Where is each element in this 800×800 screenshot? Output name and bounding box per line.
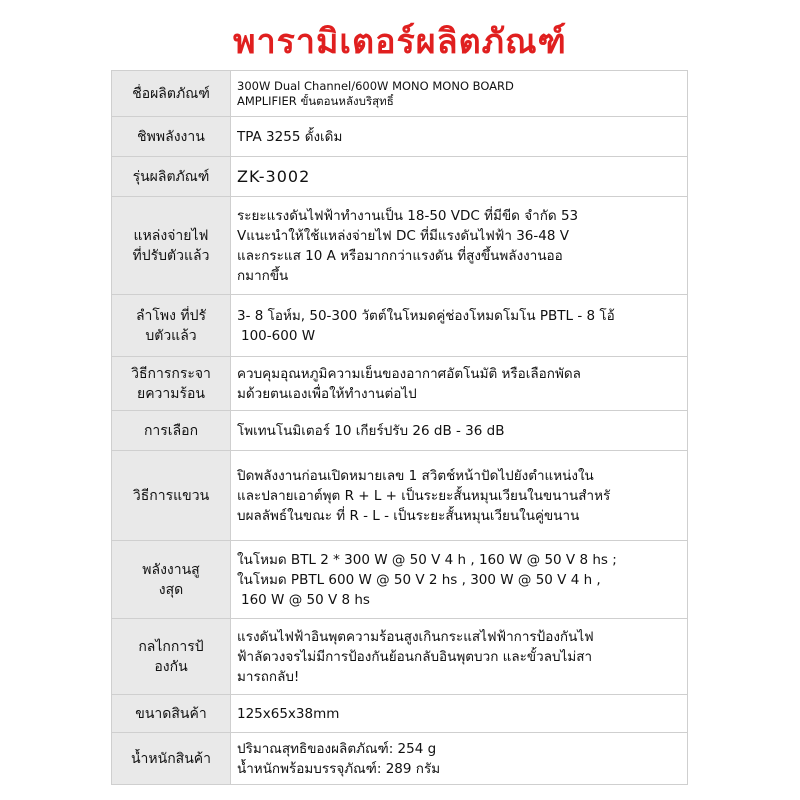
row-label bbox=[112, 733, 231, 785]
value-line: AMPLIFIER ขั้นตอนหลังบริสุทธิ์ bbox=[237, 93, 394, 108]
row-value bbox=[231, 71, 688, 117]
value-line: ในโหมด BTL 2 * 300 W @ 50 V 4 h , 160 W @ 50 V 8 hs ; bbox=[237, 551, 617, 568]
value-line: TPA 3255 ดั้งเดิม bbox=[237, 128, 343, 145]
label-line: บตัวแล้ว bbox=[145, 327, 197, 344]
spec-table bbox=[111, 70, 688, 785]
label-line: ชื่อผลิตภัณฑ์ bbox=[132, 85, 210, 102]
row-label bbox=[112, 71, 231, 117]
label-line: งสุด bbox=[158, 581, 184, 598]
row-label bbox=[112, 619, 231, 695]
row-label bbox=[112, 695, 231, 733]
value-line: และกระแส 10 A หรือมากกว่าแรงดัน ที่สูงขึ้นพลังงานออ bbox=[237, 247, 563, 264]
label-line: ชิพพลังงาน bbox=[137, 128, 205, 145]
table-row bbox=[112, 157, 688, 197]
table-row bbox=[112, 71, 688, 117]
label-line: รุ่นผลิตภัณฑ์ bbox=[132, 168, 210, 185]
row-label bbox=[112, 411, 231, 451]
row-value bbox=[231, 295, 688, 357]
label-line: องกัน bbox=[154, 658, 188, 675]
value-line: ควบคุมอุณหภูมิความเย็นของอากาศอัตโนมัติ หรือเลือกพัดล bbox=[237, 365, 581, 382]
value-line: ZK-3002 bbox=[237, 166, 311, 186]
value-line: น้ำหนักพร้อมบรรจุภัณฑ์: 289 กรัม bbox=[237, 760, 441, 777]
table-row bbox=[112, 295, 688, 357]
value-line: 160 W @ 50 V 8 hs bbox=[241, 591, 370, 608]
row-value bbox=[231, 157, 688, 197]
row-label bbox=[112, 197, 231, 295]
label-line: วิธีการแขวน bbox=[132, 487, 210, 504]
row-value bbox=[231, 411, 688, 451]
row-value bbox=[231, 619, 688, 695]
table-row bbox=[112, 695, 688, 733]
row-label bbox=[112, 541, 231, 619]
value-line: 125x65x38mm bbox=[237, 705, 340, 722]
row-value bbox=[231, 733, 688, 785]
label-line: ขนาดสินค้า bbox=[135, 705, 207, 722]
value-line: ปริมาณสุทธิของผลิตภัณฑ์: 254 g bbox=[237, 740, 437, 757]
row-value bbox=[231, 451, 688, 541]
label-line: พลังงานสู bbox=[142, 561, 200, 578]
label-line: น้ำหนักสินค้า bbox=[130, 750, 212, 767]
page-title: พารามิเตอร์ผลิตภัณฑ์ bbox=[233, 22, 567, 62]
row-label bbox=[112, 295, 231, 357]
label-line: การเลือก bbox=[143, 422, 199, 439]
table-row bbox=[112, 117, 688, 157]
value-line: ระยะแรงดันไฟฟ้าทำงานเป็น 18-50 VDC ที่มีขีด จำกัด 53 bbox=[237, 207, 579, 224]
table-row bbox=[112, 541, 688, 619]
row-label bbox=[112, 451, 231, 541]
value-line: บผลลัพธ์ในขณะ ที่ R - L - เป็นระยะสั้นหมุนเวียนในคู่ขนาน bbox=[237, 507, 580, 524]
label-line: กลไกการป้ bbox=[138, 638, 204, 655]
label-line: ลำโพง ที่ปรั bbox=[135, 307, 207, 324]
row-label bbox=[112, 357, 231, 411]
row-label bbox=[112, 117, 231, 157]
table-row bbox=[112, 411, 688, 451]
value-line: แรงดันไฟฟ้าอินพุตความร้อนสูงเกินกระแสไฟฟ้าการป้องกันไฟ bbox=[237, 628, 594, 645]
row-label bbox=[112, 157, 231, 197]
table-row bbox=[112, 619, 688, 695]
value-line: 3- 8 โอห์ม, 50-300 วัตต์ในโหมดคู่ช่องโหมดโมโน PBTL - 8 โอ้ bbox=[237, 307, 615, 324]
value-line: 100-600 W bbox=[241, 327, 316, 344]
label-line: แหล่งจ่ายไฟ bbox=[133, 227, 209, 244]
value-line: 300W Dual Channel/600W MONO MONO BOARD bbox=[237, 78, 514, 93]
value-line: มารถกลับ! bbox=[237, 668, 300, 685]
row-value bbox=[231, 695, 688, 733]
row-value bbox=[231, 357, 688, 411]
row-value bbox=[231, 541, 688, 619]
value-line: ฟ้าลัดวงจรไม่มีการป้องกันย้อนกลับอินพุตบวก และขั้วลบไม่สา bbox=[237, 648, 593, 665]
label-line: วิธีการกระจา bbox=[131, 365, 211, 382]
table-row bbox=[112, 733, 688, 785]
value-line: และปลายเอาต์พุต R + L + เป็นระยะสั้นหมุนเวียนในขนานสำหรั bbox=[237, 487, 611, 504]
row-value bbox=[231, 197, 688, 295]
value-line: Vแนะนำให้ใช้แหล่งจ่ายไฟ DC ที่มีแรงดันไฟฟ้า 36-48 V bbox=[237, 227, 569, 244]
value-line: กมากขึ้น bbox=[237, 267, 289, 284]
table-row bbox=[112, 357, 688, 411]
value-line: ปิดพลังงานก่อนเปิดหมายเลข 1 สวิตช์หน้าปัดไปยังตำแหน่งใน bbox=[237, 467, 594, 484]
row-value bbox=[231, 117, 688, 157]
label-line: ที่ปรับตัวแล้ว bbox=[132, 247, 210, 264]
label-line: ยความร้อน bbox=[136, 385, 206, 402]
value-line: มด้วยตนเองเพื่อให้ทำงานต่อไป bbox=[237, 385, 417, 402]
table-row bbox=[112, 451, 688, 541]
value-line: ในโหมด PBTL 600 W @ 50 V 2 hs , 300 W @ 50 V 4 h , bbox=[237, 571, 601, 588]
value-line: โพเทนโนมิเตอร์ 10 เกียร์ปรับ 26 dB - 36 dB bbox=[237, 422, 505, 439]
table-row bbox=[112, 197, 688, 295]
